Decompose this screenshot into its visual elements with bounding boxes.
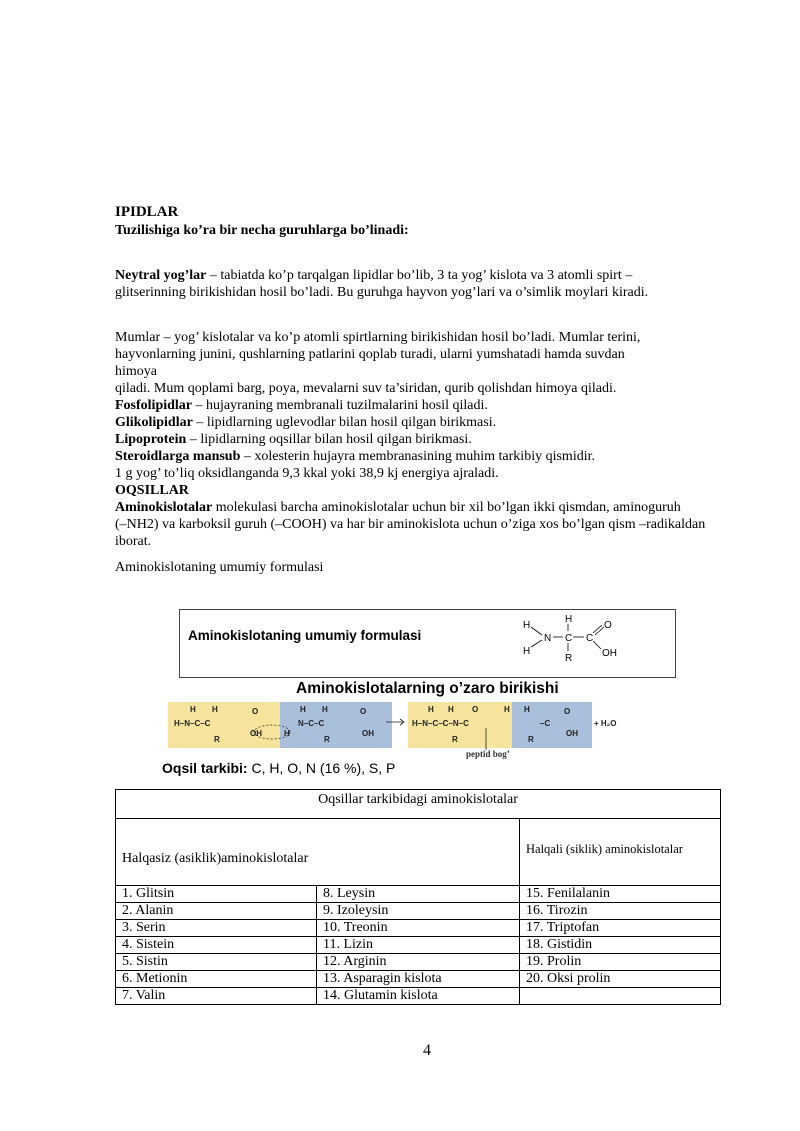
table-cell: 2. Alanin (116, 903, 317, 920)
glycolipids-line: Glikolipidlar – lipidlarning uglevodlar bilan hosil qilgan birikmasi. (115, 415, 497, 430)
atom-h-bottom-left: H (523, 646, 531, 657)
table-row (116, 937, 721, 954)
atom-r: R (565, 653, 573, 664)
svg-text:O: O (252, 707, 259, 716)
table-cell: 10. Treonin (317, 920, 520, 937)
table-cell: 5. Sistin (116, 954, 317, 971)
amino-acids-line-2: (–NH2) va karboksil guruh (–COOH) va har bir aminokislota uchun o’ziga xos bo’lgan qism –radikaldan (115, 517, 706, 532)
svg-text:H: H (428, 705, 434, 714)
svg-text:R: R (452, 735, 458, 744)
svg-text:H: H (322, 705, 328, 714)
phospholipids-line: Fosfolipidlar – hujayraning membranali tuzilmalarini hosil qiladi. (115, 398, 488, 413)
atom-c-alpha: C (565, 633, 573, 644)
cyclic-header: Halqali (siklik) aminokislotalar (520, 819, 721, 886)
waxes-line-1: Mumlar – yog’ kislotalar va ko’p atomli spirtlarning birikishidan hosil bo’ladi. Mumlar terini, (115, 330, 641, 345)
svg-text:H: H (212, 705, 218, 714)
energy-line: 1 g yog’ to’liq oksidlanganda 9,3 kkal yoki 38,9 kj energiya ajraladi. (115, 466, 499, 481)
svg-text:R: R (324, 735, 330, 744)
amino-acids-table (115, 789, 721, 1005)
amino-acid-2-block (280, 702, 392, 748)
atom-h-top: H (565, 614, 573, 625)
table-cell: 7. Valin (116, 988, 317, 1005)
table-row (116, 920, 721, 937)
table-row (116, 886, 721, 903)
svg-text:OH: OH (250, 729, 262, 738)
waxes-line-4: qiladi. Mum qoplami barg, poya, mevalarni suv ta’siridan, qurib qolishdan himoya qiladi. (115, 381, 617, 396)
table-row (116, 988, 721, 1005)
table-cell (520, 988, 721, 1005)
amino-acids-table-body (116, 886, 721, 1005)
table-cell: 19. Prolin (520, 954, 721, 971)
svg-text:OH: OH (362, 729, 374, 738)
table-cell: 1. Glitsin (116, 886, 317, 903)
svg-text:O: O (564, 707, 571, 716)
subheading: Tuzilishiga ko’ra bir necha guruhlarga bo’linadi: (115, 223, 409, 238)
svg-text:R: R (214, 735, 220, 744)
table-cell: 6. Metionin (116, 971, 317, 988)
table-cell: 11. Lizin (317, 937, 520, 954)
protein-composition: Oqsil tarkibi: C, H, O, N (16 %), S, P (162, 760, 396, 776)
svg-text:N–C–C: N–C–C (298, 719, 325, 728)
table-header-row (116, 819, 721, 886)
page-number: 4 (423, 1042, 431, 1059)
amino-acid-structure-diagram (510, 610, 670, 676)
table-row (116, 903, 721, 920)
formula-box-title: Aminokislotaning umumiy formulasi (188, 628, 422, 643)
amino-acids-line-3: iborat. (115, 534, 152, 549)
amino-linking-title: Aminokislotalarning o’zaro birikishi (296, 680, 559, 697)
table-cell: 14. Glutamin kislota (317, 988, 520, 1005)
table-cell: 3. Serin (116, 920, 317, 937)
svg-text:OH: OH (566, 729, 578, 738)
neutral-fats-line-1: Neytral yog’lar – tabiatda ko’p tarqalgan lipidlar bo’lib, 3 ta yog’ kislota va 3 atomli spirt – (115, 268, 633, 283)
table-cell: 18. Gistidin (520, 937, 721, 954)
peptide-bond-label: peptid bog’ (466, 749, 510, 759)
svg-text:O: O (360, 707, 367, 716)
amino-acids-line-1: Aminokislotalar molekulasi barcha aminokislotalar uchun bir xil bo’lgan ikki qismdan, aminoguruh (115, 500, 681, 515)
table-cell: 17. Triptofan (520, 920, 721, 937)
peptide-bond-diagram (168, 700, 638, 762)
table-cell: 20. Oksi prolin (520, 971, 721, 988)
table-cell: 15. Fenilalanin (520, 886, 721, 903)
general-formula-box (179, 609, 676, 678)
table-cell: 13. Asparagin kislota (317, 971, 520, 988)
atom-o: O (604, 620, 612, 631)
table-cell: 4. Sistein (116, 937, 317, 954)
svg-text:H–N–C–C: H–N–C–C (174, 719, 211, 728)
table-cell: 12. Arginin (317, 954, 520, 971)
atom-n: N (544, 633, 552, 644)
general-formula-caption: Aminokislotaning umumiy formulasi (115, 560, 324, 575)
table-cell: 8. Leysin (317, 886, 520, 903)
section-heading-proteins: OQSILLAR (115, 483, 189, 498)
svg-text:H: H (524, 705, 530, 714)
svg-text:–C: –C (540, 719, 551, 728)
svg-text:H: H (504, 705, 510, 714)
section-heading-lipids: IPIDLAR (115, 204, 179, 220)
svg-text:H: H (190, 705, 196, 714)
table-cell: 16. Tirozin (520, 903, 721, 920)
table-cell: 9. Izoleysin (317, 903, 520, 920)
waxes-line-2: hayvonlarning junini, qushlarning patlarini qoplab turadi, ularni yumshatadi hamda suvdan (115, 347, 625, 362)
steroids-line: Steroidlarga mansub – xolesterin hujayra membranasining muhim tarkibiy qismidir. (115, 449, 595, 464)
neutral-fats-line-2: glitserinning birikishidan hosil bo’ladi. Bu guruhga hayvon yog’lari va o’simlik moylari kiradi. (115, 285, 649, 300)
atom-h-top-left: H (523, 620, 531, 631)
svg-text:O: O (472, 705, 479, 714)
acyclic-header: Halqasiz (asiklik)aminokislotalar (116, 819, 520, 886)
table-title-row (116, 790, 721, 819)
atom-c-carboxyl: C (586, 633, 594, 644)
waxes-line-3: himoya (115, 364, 157, 379)
water-label: + H₂O (594, 719, 617, 728)
svg-text:R: R (528, 735, 534, 744)
table-title: Oqsillar tarkibidagi aminokislotalar (116, 790, 721, 819)
svg-text:H: H (284, 729, 290, 738)
svg-text:H: H (300, 705, 306, 714)
svg-text:H–N–C–C–N–C: H–N–C–C–N–C (412, 719, 469, 728)
svg-text:H: H (448, 705, 454, 714)
table-row (116, 971, 721, 988)
table-row (116, 954, 721, 971)
atom-oh: OH (602, 648, 617, 659)
lipoprotein-line: Lipoprotein – lipidlarning oqsillar bilan hosil qilgan birikmasi. (115, 432, 472, 447)
